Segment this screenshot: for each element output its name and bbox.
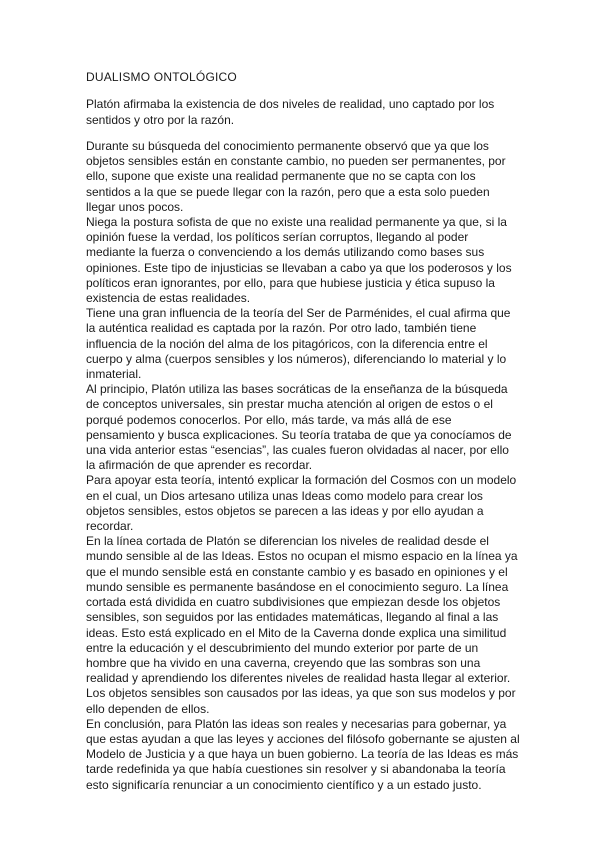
body-paragraph: En conclusión, para Platón las ideas son reales y necesarias para gobernar, ya que estas ayudan a que las leyes y acciones del filósofo gobernante se ajusten al Modelo de Justicia y a que haya un buen gobierno. La teoría de las Ideas es más tarde redefinida ya que había cuestiones sin resolver y si abandonaba la teoría esto significaría renunciar a un conocimiento científico y a un estado justo. [86, 716, 520, 792]
body-paragraph: Niega la postura sofista de que no existe una realidad permanente ya que, si la opinión fuese la verdad, los políticos serían corruptos, llegando al poder mediante la fuerza o convenciendo a los demás utilizando como bases sus opiniones. Este tipo de injusticias se llevaban a cabo ya que los poderosos y los políticos eran ignorantes, por ello, para que hubiese justicia y ética supuso la existencia de estas realidades. [86, 215, 512, 306]
intro-paragraph: Platón afirmaba la existencia de dos niveles de realidad, uno captado por los sentidos y otro por la razón. [86, 97, 495, 127]
body-paragraph: Al principio, Platón utiliza las bases socráticas de la enseñanza de la búsqueda de conceptos universales, sin prestar mucha atención al origen de estos o el porqué podemos conocerlos. Por ello, más tarde, va más allá de ese pensamiento y busca explicaciones. Su teoría trataba de que ya conocíamos de una vida anterior estas “esencias”, las cuales fueron olvidadas al nacer, por ello la afirmación de que aprender es recordar. [86, 382, 512, 473]
body-paragraph: Para apoyar esta teoría, intentó explicar la formación del Cosmos con un modelo en el cual, un Dios artesano utiliza unas Ideas como modelo para crear los objetos sensibles, estos objetos se parecen a las ideas y por ello ayudan a recordar. [86, 473, 517, 534]
document-title: DUALISMO ONTOLÓGICO [86, 70, 237, 84]
body-paragraph: Durante su búsqueda del conocimiento permanente observó que ya que los objetos sensibles están en constante cambio, no pueden ser permanentes, por ello, supone que existe una realidad permanente que no se capta con los sentidos a la que se puede llegar con la razón, pero que a esta solo pueden llegar unos pocos. [86, 139, 506, 214]
document-body [86, 139, 520, 793]
body-paragraph: Tiene una gran influencia de la teoría del Ser de Parménides, el cual afirma que la auténtica realidad es captada por la razón. Por otro lado, también tiene influencia de la noción del alma de los pitagóricos, con la diferencia entre el cuerpo y alma (cuerpos sensibles y los números), diferenciando lo material y lo inmaterial. [86, 306, 511, 382]
body-paragraph: En la línea cortada de Platón se diferencian los niveles de realidad desde el mundo sensible al de las Ideas. Estos no ocupan el mismo espacio en la línea ya que el mundo sensible está en constante cambio y es basado en opiniones y el mundo sensible es permanente basándose en el conocimiento seguro. La línea cortada está dividida en cuatro subdivisiones que empiezan desde los objetos sensibles, son seguidos por las entidades matemáticas, llegando al final a las ideas. Esto está explicado en el Mito de la Caverna donde explica una similitud entre la educación y el descubrimiento del mundo exterior por parte de un hombre que ha vivido en una caverna, creyendo que las sombras son una realidad y aprendiendo los diferentes niveles de realidad hasta llegar al exterior. Los objetos sensibles son causados por las ideas, ya que son sus modelos y por ello dependen de ellos. [86, 534, 518, 716]
